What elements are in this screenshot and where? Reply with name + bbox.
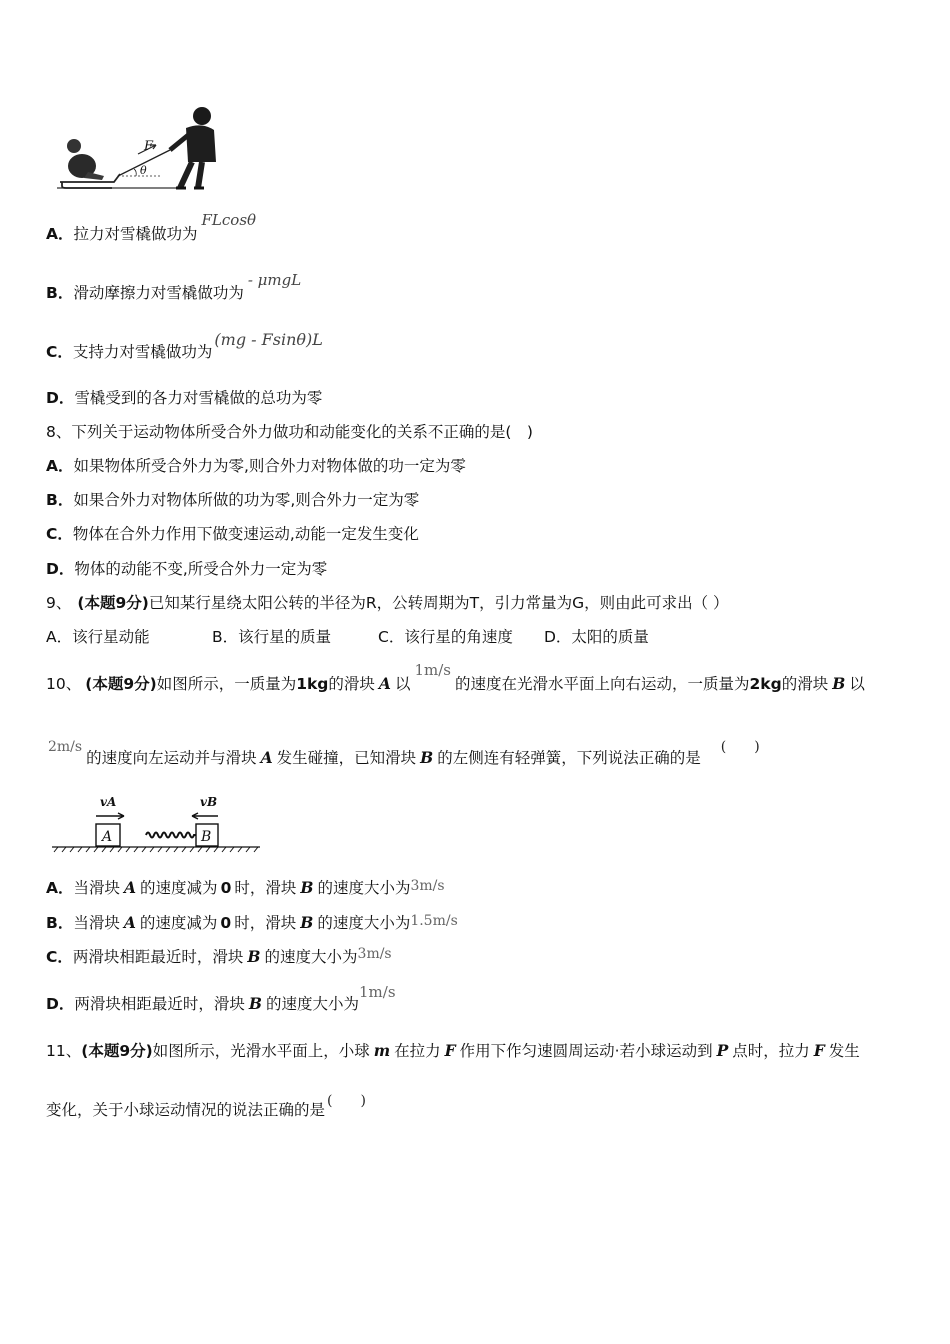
option-text: 支持力对雪橇做功为 xyxy=(72,343,213,361)
option-text: 雪橇受到的各力对雪橇做的总功为零 xyxy=(74,389,323,407)
text-seg: 的速度大小为 xyxy=(264,948,358,966)
question-number: 9、 xyxy=(46,594,72,612)
q9-option-c[interactable]: C．该行星的角速度 xyxy=(378,628,513,646)
question-text: 已知某行星绕太阳公转的半径为R，公转周期为T，引力常量为G，则由此可求出（ ） xyxy=(148,594,729,612)
answer-blank[interactable]: ( ) xyxy=(327,1093,366,1109)
option-text: 滑动摩擦力对雪橇做功为 xyxy=(73,284,244,302)
block-a-ref: A xyxy=(260,748,273,767)
block-b-label: B xyxy=(201,829,212,845)
text-seg: 点时，拉力 xyxy=(732,1042,810,1060)
text-seg: 的左侧连有轻弹簧，下列说法正确的是 xyxy=(437,749,701,767)
velocity-b: 2m/s xyxy=(48,739,83,755)
velocity-a: 1m/s xyxy=(414,661,451,679)
option-text: 物体的动能不变,所受合外力一定为零 xyxy=(74,560,328,578)
sled-figure xyxy=(52,102,222,194)
text-seg: 的速度在光滑水平面上向右运动，一质量为 xyxy=(455,675,750,693)
formula: (mg - Fsinθ)L xyxy=(214,330,323,349)
block-b-ref: B xyxy=(420,748,434,767)
answer-value: 3m/s xyxy=(357,946,392,962)
text-seg: 时，滑块 xyxy=(234,914,297,932)
option-text: 物体在合外力作用下做变速运动,动能一定发生变化 xyxy=(72,525,419,543)
q10-option-c[interactable] xyxy=(46,947,392,968)
text-seg: 发生 xyxy=(828,1042,860,1060)
ground-hatch xyxy=(54,847,258,852)
option-letter: D． xyxy=(46,995,75,1013)
q10-stem-line1 xyxy=(46,661,865,694)
block-a-ref: A xyxy=(124,878,137,897)
q8-option-b[interactable] xyxy=(46,490,419,510)
q7-option-b[interactable] xyxy=(46,271,302,303)
zero-value: 0 xyxy=(220,914,232,932)
text-seg: 的速度减为 xyxy=(139,914,218,932)
answer-value: 1.5m/s xyxy=(410,913,458,929)
force-ref: F xyxy=(444,1041,456,1060)
point-ref: P xyxy=(716,1041,729,1060)
mass-b: 2kg xyxy=(749,675,782,693)
answer-value: 1m/s xyxy=(359,983,396,1001)
text-seg: 以 xyxy=(394,675,411,693)
ball-mass-ref: m xyxy=(373,1041,391,1060)
block-b-ref: B xyxy=(300,878,314,897)
q7-option-d[interactable] xyxy=(46,388,322,408)
text-seg: 时，滑块 xyxy=(234,879,297,897)
q8-option-d[interactable] xyxy=(46,559,327,579)
child-head xyxy=(67,139,81,153)
text-seg: 以 xyxy=(849,675,865,693)
question-score: (本题9分) xyxy=(77,594,149,612)
text-seg: 发生碰撞，已知滑块 xyxy=(276,749,417,767)
option-letter: B． xyxy=(46,914,74,932)
option-letter: A． xyxy=(46,225,74,243)
text-seg: 在拉力 xyxy=(394,1042,441,1060)
option-letter: C． xyxy=(46,343,73,361)
vB-label: vB xyxy=(200,795,218,809)
q11-stem-line1 xyxy=(46,1041,860,1061)
vA-label: vA xyxy=(100,795,117,809)
block-b-ref: B xyxy=(300,913,314,932)
q10-stem-line2 xyxy=(46,739,760,769)
question-score: (本题9分) xyxy=(85,675,157,693)
q7-option-c[interactable] xyxy=(46,330,323,362)
text-seg: 如图所示，光滑水平面上，小球 xyxy=(152,1042,370,1060)
vB-arrow xyxy=(192,813,218,819)
text-seg: 变化，关于小球运动情况的说法正确的是 xyxy=(46,1101,326,1119)
text-seg: 两滑块相距最近时，滑块 xyxy=(74,995,245,1013)
option-letter: C． xyxy=(46,948,73,966)
option-text: 拉力对雪橇做功为 xyxy=(73,225,198,243)
zero-value: 0 xyxy=(220,879,232,897)
option-text: 如果物体所受合外力为零,则合外力对物体做的功一定为零 xyxy=(73,457,466,475)
q8-option-a[interactable] xyxy=(46,456,466,476)
text-seg: 的速度大小为 xyxy=(317,879,411,897)
text-seg: 的滑块 xyxy=(328,675,375,693)
text-seg: 的速度减为 xyxy=(140,879,218,897)
q7-option-a[interactable] xyxy=(46,211,257,244)
question-text: 8、下列关于运动物体所受合外力做功和动能变化的关系不正确的是( ) xyxy=(46,423,533,441)
question-number: 10、 xyxy=(46,675,82,693)
q10-option-b[interactable] xyxy=(46,913,458,934)
collision-figure xyxy=(50,792,265,856)
q10-option-a[interactable] xyxy=(46,878,445,899)
option-letter: A． xyxy=(46,879,74,897)
block-a-ref: A xyxy=(123,913,136,932)
formula: - μmgL xyxy=(247,271,302,289)
text-seg: 的速度向左运动并与滑块 xyxy=(86,749,257,767)
block-a-label: A xyxy=(102,829,113,845)
option-letter: D． xyxy=(46,560,75,578)
text-seg: 如图所示，一质量为 xyxy=(156,675,297,693)
q8-option-c[interactable] xyxy=(46,524,419,544)
vA-arrow xyxy=(96,813,124,819)
q9-stem xyxy=(46,593,729,613)
question-score: (本题9分) xyxy=(81,1042,153,1060)
option-letter: A． xyxy=(46,457,74,475)
block-b-ref: B xyxy=(832,674,846,693)
force-label: F xyxy=(144,139,154,154)
text-seg: 当滑块 xyxy=(73,879,121,897)
block-b-ref: B xyxy=(247,947,261,966)
q9-option-b[interactable]: B．该行星的质量 xyxy=(212,628,332,646)
option-letter: B． xyxy=(46,284,74,302)
q9-option-a[interactable]: A．该行星动能 xyxy=(46,628,150,646)
text-seg: 的速度大小为 xyxy=(266,995,360,1013)
q8-stem xyxy=(46,422,533,442)
text-seg: 的速度大小为 xyxy=(317,914,411,932)
option-letter: C． xyxy=(46,525,73,543)
adult-head xyxy=(193,107,211,125)
text-seg: 的滑块 xyxy=(781,675,829,693)
option-letter: B． xyxy=(46,491,74,509)
angle-label: θ xyxy=(140,164,147,177)
block-a-ref: A xyxy=(378,674,391,693)
text-seg: 作用下作匀速圆周运动·若小球运动到 xyxy=(459,1042,713,1060)
mass-a: 1kg xyxy=(296,675,329,693)
q11-stem-line2 xyxy=(46,1093,366,1121)
question-number: 11、 xyxy=(46,1042,82,1060)
formula: FLcosθ xyxy=(201,211,257,229)
answer-value: 3m/s xyxy=(410,878,445,894)
option-letter: D． xyxy=(46,389,75,407)
q9-options xyxy=(46,627,649,647)
q10-option-d[interactable] xyxy=(46,983,396,1014)
q9-option-d[interactable]: D．太阳的质量 xyxy=(544,628,649,646)
force-ref: F xyxy=(813,1041,825,1060)
answer-blank[interactable]: ( ) xyxy=(720,739,760,755)
option-text: 如果合外力对物体所做的功为零,则合外力一定为零 xyxy=(73,491,420,509)
text-seg: 当滑块 xyxy=(73,914,120,932)
text-seg: 两滑块相距最近时，滑块 xyxy=(72,948,244,966)
block-b-ref: B xyxy=(248,994,262,1013)
spring xyxy=(146,833,196,838)
